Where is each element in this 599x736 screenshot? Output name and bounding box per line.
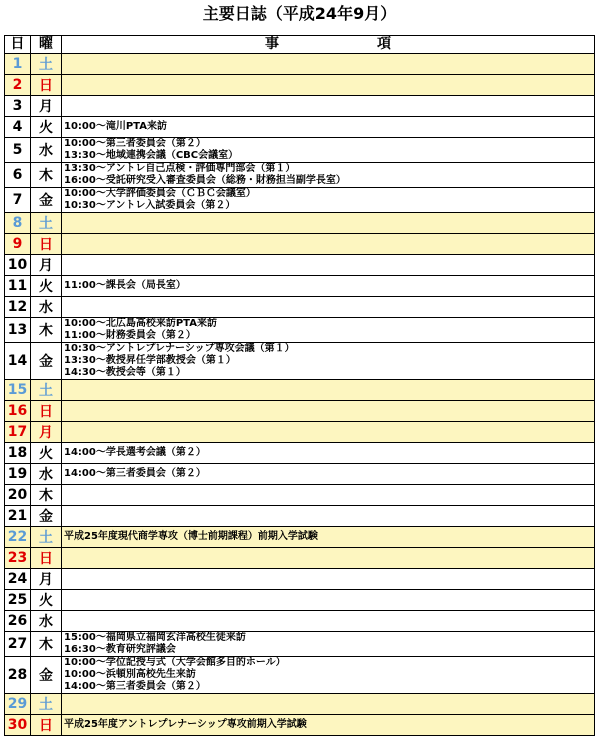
events-cell — [62, 569, 595, 590]
table-row — [5, 188, 595, 213]
day-cell: 30 — [5, 715, 31, 736]
events-cell — [62, 318, 595, 343]
weekday-cell: 金 — [31, 506, 62, 527]
table-row — [5, 163, 595, 188]
events-cell — [62, 54, 595, 75]
day-cell: 6 — [5, 163, 31, 188]
day-cell: 18 — [5, 443, 31, 464]
event-item: 10:00～滝川PTA来訪 — [64, 121, 167, 132]
weekday-cell: 土 — [31, 694, 62, 715]
weekday-cell: 日 — [31, 234, 62, 255]
weekday-cell: 日 — [31, 401, 62, 422]
events-cell — [62, 213, 595, 234]
table-row — [5, 234, 595, 255]
event-item: 13:30～地域連携会議（CBC会議室） — [64, 150, 239, 161]
events-cell — [62, 163, 595, 188]
weekday-cell: 金 — [31, 188, 62, 213]
day-cell: 26 — [5, 611, 31, 632]
weekday-cell: 金 — [31, 343, 62, 380]
events-cell — [62, 380, 595, 401]
event-item: 10:00～学位記授与式（大学会館多目的ホール） — [64, 657, 286, 668]
table-row — [5, 632, 595, 657]
table-row — [5, 255, 595, 276]
weekday-cell: 木 — [31, 485, 62, 506]
events-cell — [62, 527, 595, 548]
weekday-cell: 木 — [31, 632, 62, 657]
weekday-cell: 水 — [31, 611, 62, 632]
event-item: 16:00～受託研究受入審査委員会（総務・財務担当副学長室） — [64, 175, 346, 186]
weekday-cell: 水 — [31, 138, 62, 163]
table-row — [5, 75, 595, 96]
weekday-cell: 木 — [31, 163, 62, 188]
table-row — [5, 506, 595, 527]
weekday-cell: 火 — [31, 443, 62, 464]
diary-table — [4, 35, 595, 736]
weekday-cell: 火 — [31, 276, 62, 297]
day-cell: 13 — [5, 318, 31, 343]
events-cell — [62, 75, 595, 96]
table-row — [5, 343, 595, 380]
header-day: 日 — [5, 36, 31, 54]
day-cell: 7 — [5, 188, 31, 213]
events-cell — [62, 138, 595, 163]
table-row — [5, 548, 595, 569]
event-item: 14:00～学長選考会議（第２） — [64, 447, 206, 458]
day-cell: 16 — [5, 401, 31, 422]
table-row — [5, 54, 595, 75]
event-item: 16:30～教育研究評議会 — [64, 644, 176, 655]
weekday-cell: 月 — [31, 255, 62, 276]
table-row — [5, 715, 595, 736]
event-item: 10:30～アントレ入試委員会（第２） — [64, 200, 236, 211]
day-cell: 12 — [5, 297, 31, 318]
day-cell: 1 — [5, 54, 31, 75]
event-item: 10:30～アントレプレナーシップ専攻会議（第１） — [64, 343, 295, 354]
event-item: 14:30～教授会等（第１） — [64, 367, 186, 378]
events-cell — [62, 343, 595, 380]
weekday-cell: 月 — [31, 569, 62, 590]
event-item: 14:00～第三者委員会（第２） — [64, 681, 206, 692]
weekday-cell: 日 — [31, 75, 62, 96]
table-row — [5, 694, 595, 715]
weekday-cell: 木 — [31, 318, 62, 343]
day-cell: 21 — [5, 506, 31, 527]
events-cell — [62, 297, 595, 318]
table-row — [5, 611, 595, 632]
events-cell — [62, 611, 595, 632]
day-cell: 15 — [5, 380, 31, 401]
table-row — [5, 464, 595, 485]
event-item: 15:00～福岡県立福岡玄洋高校生徒来訪 — [64, 632, 246, 643]
day-cell: 22 — [5, 527, 31, 548]
table-row — [5, 138, 595, 163]
weekday-cell: 火 — [31, 590, 62, 611]
weekday-cell: 月 — [31, 96, 62, 117]
day-cell: 10 — [5, 255, 31, 276]
event-item: 14:00～第三者委員会（第２） — [64, 468, 206, 479]
day-cell: 24 — [5, 569, 31, 590]
page-title: 主要日誌（平成24年9月） — [202, 4, 397, 23]
day-cell: 19 — [5, 464, 31, 485]
day-cell: 17 — [5, 422, 31, 443]
table-row — [5, 422, 595, 443]
events-cell — [62, 590, 595, 611]
event-item: 13:30～アントレ自己点検・評価専門部会（第１） — [64, 163, 296, 174]
events-cell — [62, 657, 595, 694]
table-row — [5, 527, 595, 548]
events-cell — [62, 632, 595, 657]
weekday-cell: 日 — [31, 715, 62, 736]
table-row — [5, 485, 595, 506]
table-header — [5, 36, 595, 54]
weekday-cell: 土 — [31, 54, 62, 75]
events-cell — [62, 276, 595, 297]
day-cell: 27 — [5, 632, 31, 657]
header-weekday: 曜 — [31, 36, 62, 54]
table-row — [5, 401, 595, 422]
event-item: 10:00～北広島高校来訪PTA来訪 — [64, 318, 217, 329]
events-cell — [62, 401, 595, 422]
table-body — [5, 54, 595, 736]
table-row — [5, 276, 595, 297]
table-row — [5, 297, 595, 318]
weekday-cell: 金 — [31, 657, 62, 694]
header-events: 事 項 — [62, 36, 595, 54]
table-row — [5, 657, 595, 694]
event-item: 13:30～教授昇任学部教授会（第１） — [64, 355, 236, 366]
day-cell: 2 — [5, 75, 31, 96]
events-cell — [62, 188, 595, 213]
event-item: 11:00～課長会（局長室） — [64, 280, 186, 291]
events-cell — [62, 255, 595, 276]
weekday-cell: 月 — [31, 422, 62, 443]
day-cell: 8 — [5, 213, 31, 234]
weekday-cell: 水 — [31, 297, 62, 318]
weekday-cell: 土 — [31, 380, 62, 401]
table-row — [5, 380, 595, 401]
events-cell — [62, 548, 595, 569]
day-cell: 14 — [5, 343, 31, 380]
day-cell: 20 — [5, 485, 31, 506]
table-row — [5, 96, 595, 117]
table-row — [5, 569, 595, 590]
day-cell: 23 — [5, 548, 31, 569]
event-item: 平成25年度アントレプレナーシップ専攻前期入学試験 — [64, 719, 307, 730]
events-cell — [62, 96, 595, 117]
event-item: 平成25年度現代商学専攻（博士前期課程）前期入学試験 — [64, 531, 318, 542]
weekday-cell: 水 — [31, 464, 62, 485]
day-cell: 28 — [5, 657, 31, 694]
table-row — [5, 590, 595, 611]
events-cell — [62, 234, 595, 255]
weekday-cell: 土 — [31, 527, 62, 548]
events-cell — [62, 422, 595, 443]
event-item: 10:00～第三者委員会（第２） — [64, 138, 206, 149]
day-cell: 25 — [5, 590, 31, 611]
events-cell — [62, 117, 595, 138]
weekday-cell: 土 — [31, 213, 62, 234]
event-item: 10:00～浜頓別高校先生来訪 — [64, 669, 196, 680]
day-cell: 3 — [5, 96, 31, 117]
day-cell: 9 — [5, 234, 31, 255]
table-row — [5, 318, 595, 343]
table-row — [5, 443, 595, 464]
table-row — [5, 117, 595, 138]
events-cell — [62, 506, 595, 527]
weekday-cell: 火 — [31, 117, 62, 138]
day-cell: 5 — [5, 138, 31, 163]
table-row — [5, 213, 595, 234]
day-cell: 11 — [5, 276, 31, 297]
events-cell — [62, 464, 595, 485]
event-item: 11:00～財務委員会（第２） — [64, 330, 196, 341]
day-cell: 4 — [5, 117, 31, 138]
events-cell — [62, 694, 595, 715]
weekday-cell: 日 — [31, 548, 62, 569]
event-item: 10:00～大学評価委員会（ＣＢＣ会議室） — [64, 188, 256, 199]
events-cell — [62, 715, 595, 736]
events-cell — [62, 485, 595, 506]
events-cell — [62, 443, 595, 464]
day-cell: 29 — [5, 694, 31, 715]
